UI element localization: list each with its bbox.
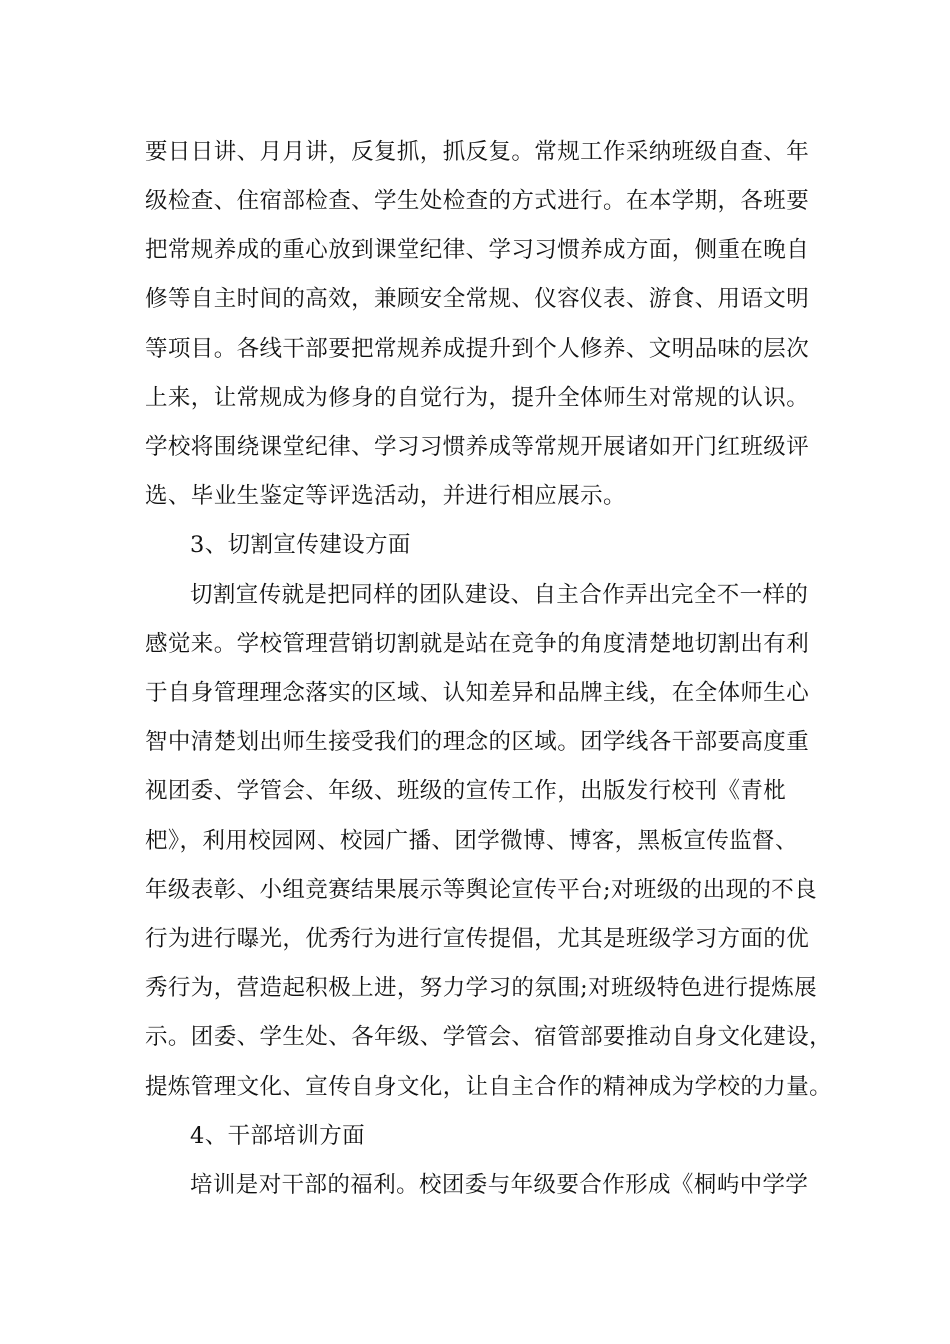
text-line: 提炼管理文化、宣传自身文化，让自主合作的精神成为学校的力量。 xyxy=(145,1074,833,1100)
section-heading: 4、干部培训方面 xyxy=(190,1123,366,1149)
text-line: 培训是对干部的福利。校团委与年级要合作形成《桐屿中学学 xyxy=(190,1172,809,1198)
text-line: 选、毕业生鉴定等评选活动，并进行相应展示。 xyxy=(145,483,626,509)
text-line: 等项目。各线干部要把常规养成提升到个人修养、文明品味的层次 xyxy=(145,336,810,362)
text-line: 要日日讲、月月讲，反复抓，抓反复。常规工作采纳班级自查、年 xyxy=(145,139,810,165)
text-line: 感觉来。学校管理营销切割就是站在竞争的角度清楚地切割出有利 xyxy=(145,631,810,657)
text-line: 示。团委、学生处、各年级、学管会、宿管部要推动自身文化建设， xyxy=(145,1024,833,1050)
text-line: 于自身管理理念落实的区域、认知差异和品牌主线，在全体师生心 xyxy=(145,680,810,706)
text-line: 级检查、住宿部检查、学生处检查的方式进行。在本学期，各班要 xyxy=(145,188,810,214)
text-line: 杷》，利用校园网、校园广播、团学微博、博客，黑板宣传监督、 xyxy=(145,828,798,854)
text-line: 学校将围绕课堂纪律、学习习惯养成等常规开展诸如开门红班级评 xyxy=(145,434,810,460)
text-line: 修等自主时间的高效，兼顾安全常规、仪容仪表、游食、用语文明 xyxy=(145,286,810,312)
text-line: 视团委、学管会、年级、班级的宣传工作，出版发行校刊《青枇 xyxy=(145,778,787,804)
text-line: 切割宣传就是把同样的团队建设、自主合作弄出完全不一样的 xyxy=(190,582,809,608)
text-line: 年级表彰、小组竞赛结果展示等舆论宣传平台;对班级的出现的不良 xyxy=(145,877,818,903)
text-line: 秀行为，营造起积极上进，努力学习的氛围;对班级特色进行提炼展 xyxy=(145,975,818,1001)
text-line: 把常规养成的重心放到课堂纪律、学习习惯养成方面，侧重在晚自 xyxy=(145,237,810,263)
text-line: 行为进行曝光，优秀行为进行宣传提倡，尤其是班级学习方面的优 xyxy=(145,926,810,952)
text-line: 上来，让常规成为修身的自觉行为，提升全体师生对常规的认识。 xyxy=(145,385,810,411)
section-heading: 3、切割宣传建设方面 xyxy=(190,532,411,558)
text-line: 智中清楚划出师生接受我们的理念的区域。团学线各干部要高度重 xyxy=(145,729,810,755)
